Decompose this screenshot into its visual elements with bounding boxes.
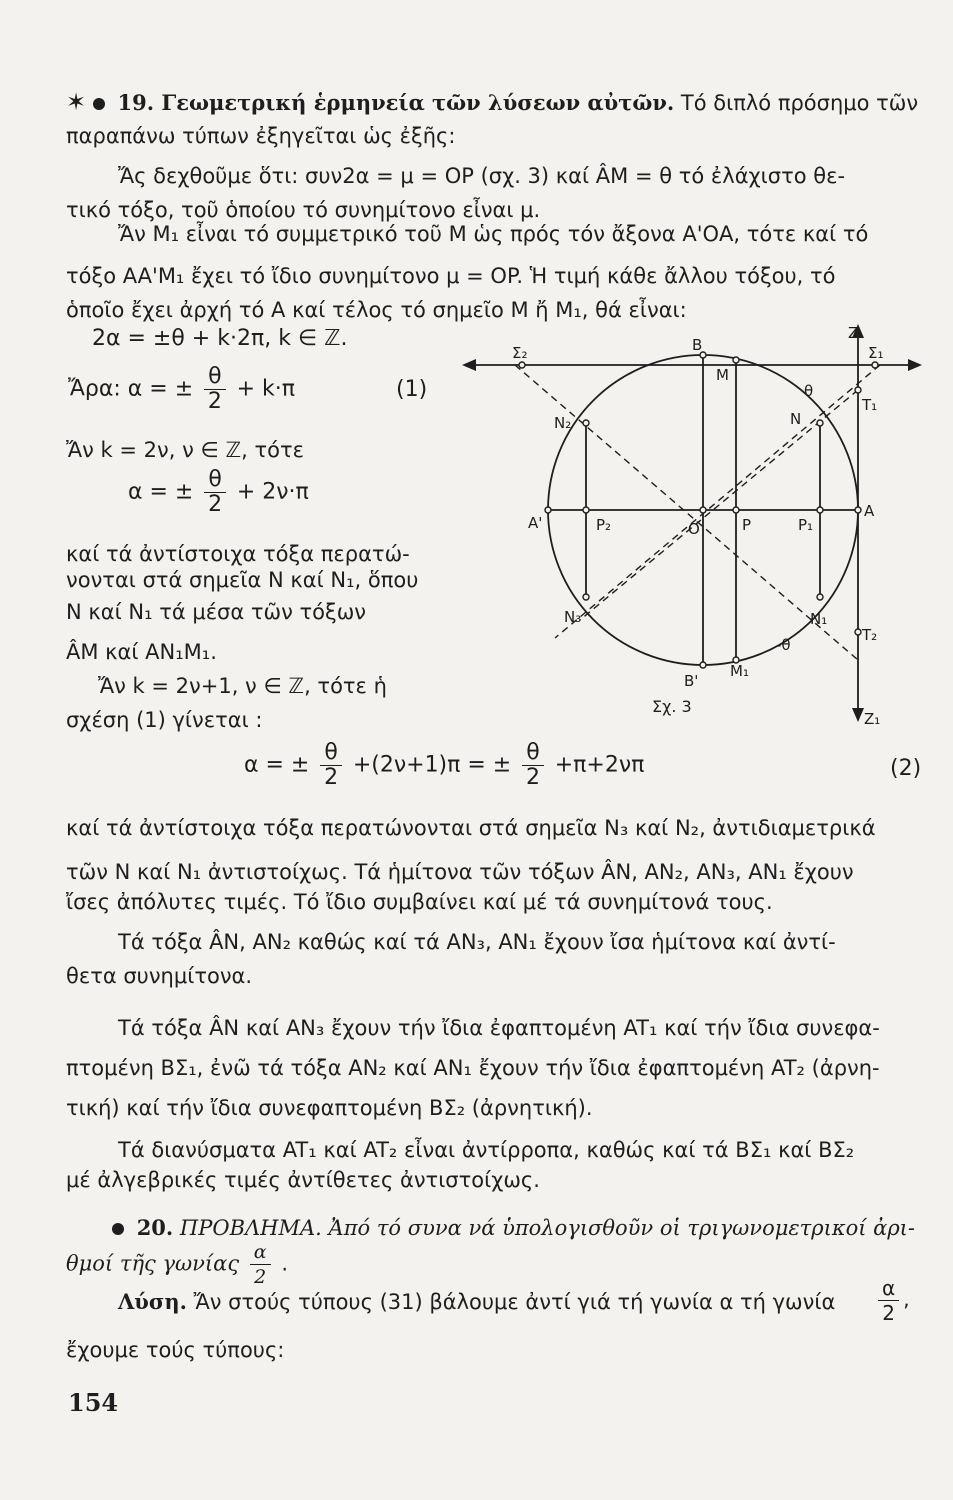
equation-2-number: (2) — [890, 756, 922, 781]
arrow-left-icon — [462, 359, 476, 371]
page-number: 154 — [68, 1388, 119, 1417]
point-N2 — [583, 420, 589, 426]
text-line: θετα συνημίτονα. — [66, 964, 253, 988]
arrow-down-icon — [852, 708, 864, 722]
eq-text: +π+2νπ — [554, 752, 645, 778]
label-N: N — [790, 410, 802, 428]
eq-text: +(2ν+1)π = ± — [352, 752, 512, 778]
text-line: ἔχουμε τούς τύπους: — [66, 1338, 285, 1362]
label-B: B — [692, 336, 703, 354]
section-20-heading-line — [112, 1214, 926, 1242]
point-A — [855, 507, 861, 513]
text-line: σχέση (1) γίνεται : — [66, 708, 263, 732]
text-line: ἴσες ἀπόλυτες τιμές. Τό ἴδιο συμβαίνει καί μέ τά συνημίτονά τους. — [66, 890, 773, 914]
label-A-prime: A' — [528, 514, 543, 532]
text-line: Τό διπλό πρόσημο τῶν — [680, 91, 919, 115]
solution-line — [118, 1288, 878, 1316]
label-N1: N₁ — [810, 610, 828, 628]
label-O: O — [688, 520, 700, 538]
section-20-title: ΠΡΟΒΛΗΜΑ. — [179, 1216, 322, 1240]
label-neg-theta: -θ — [776, 636, 791, 654]
numerator: θ — [522, 741, 543, 766]
text-line: καί τά ἀντίστοιχα τόξα περατώ- — [66, 542, 410, 566]
diagonal-T1 — [580, 390, 858, 620]
eq-text: α = ± — [128, 479, 194, 505]
fraction-theta-2 — [204, 468, 225, 517]
arrow-right-icon — [908, 359, 922, 371]
label-N3: N₃ — [564, 608, 582, 626]
denominator: 2 — [207, 389, 222, 414]
denominator: 2 — [525, 765, 540, 790]
point-N3 — [583, 594, 589, 600]
label-P2: P₂ — [596, 516, 612, 534]
label-S2: Σ₂ — [512, 344, 528, 362]
label-T1: T₁ — [862, 396, 878, 414]
bullet-icon — [93, 98, 105, 110]
fraction-theta-2 — [204, 365, 225, 414]
equation-1-number: (1) — [396, 377, 428, 402]
denominator: 2 — [882, 1301, 895, 1325]
section-20-text: Ἀπό τό συνα νά ὑπολογισθοῦν οἱ τριγωνομετρικοί ἀρι- — [328, 1216, 916, 1240]
point-M — [733, 357, 739, 363]
numerator: α — [878, 1276, 899, 1301]
equation-even — [128, 468, 309, 517]
numerator: α — [250, 1240, 271, 1265]
figure-caption: Σχ. 3 — [652, 697, 692, 716]
fraction-alpha-2 — [878, 1276, 899, 1325]
eq-text: + 2ν·π — [236, 479, 309, 505]
point-P1 — [817, 507, 823, 513]
label-Z: Z — [848, 324, 859, 342]
text-line: Ἄς δεχθοῦμε ὅτι: συν2α = μ = OP (σχ. 3) καί ÂM = θ τό ἐλάχιστο θε- — [118, 164, 846, 188]
numerator: θ — [204, 365, 225, 390]
eq-text: α = ± — [244, 752, 310, 778]
text-line: N καί N₁ τά μέσα τῶν τόξων — [66, 600, 367, 624]
denominator: 2 — [324, 765, 339, 790]
denominator: 2 — [208, 492, 223, 517]
label-Z1: Z₁ — [864, 710, 881, 728]
text-line: ÂM καί AN₁M₁. — [66, 640, 217, 664]
section-19-heading: 19. Γεωμετρική ἑρμηνεία τῶν λύσεων αὐτῶν. — [117, 90, 675, 115]
point-S1 — [872, 362, 878, 368]
text-line: νονται στά σημεῖα N καί N₁, ὅπου — [66, 568, 419, 592]
text-line: Ἄν k = 2ν, ν ∈ ℤ, τότε — [66, 438, 304, 462]
text-line: τική) καί τήν ἴδια συνεφαπτομένη BΣ₂ (ἀρνητική). — [66, 1096, 593, 1120]
label-S1: Σ₁ — [868, 344, 884, 362]
equation-1 — [68, 365, 295, 414]
denominator: 2 — [254, 1266, 267, 1288]
point-O — [700, 507, 706, 513]
label-N2: N₂ — [554, 414, 572, 432]
label-M: M — [716, 366, 729, 384]
point-A-prime — [545, 507, 551, 513]
text-line: καί τά ἀντίστοιχα τόξα περατώνονται στά σημεῖα N₃ καί N₂, ἀντιδιαμετρικά — [66, 816, 876, 840]
label-A: A — [864, 502, 875, 520]
label-M1: M₁ — [730, 662, 749, 680]
point-N1 — [817, 594, 823, 600]
numerator: θ — [320, 741, 341, 766]
fraction-alpha-2 — [250, 1240, 271, 1289]
point-B-prime — [700, 662, 706, 668]
section-20-line2: θμοί τῆς γωνίας $\frac{\alpha}{2}$ . — [66, 1241, 289, 1288]
label-theta: θ — [804, 382, 814, 400]
label-P1: P₁ — [798, 516, 814, 534]
star-icon: ✶ — [66, 88, 87, 116]
text-line: Ἄν M₁ εἶναι τό συμμετρικό τοῦ M ὡς πρός τόν ἄξονα Α'ΟΑ, τότε καί τό — [118, 222, 869, 246]
numerator: θ — [204, 468, 225, 493]
solution-fraction: $\frac{\alpha}{2}$ , — [874, 1276, 910, 1325]
point-T2 — [855, 629, 861, 635]
text-line: πτομένη BΣ₁, ἐνῶ τά τόξα AN₂ καί AN₁ ἔχουν τήν ἴδια ἐφαπτομένη AT₂ (ἀρνη- — [66, 1056, 880, 1080]
label-P: P — [742, 516, 752, 534]
text-line: τικό τόξο, τοῦ ὁποίου τό συνημίτονο εἶναι μ. — [66, 198, 541, 222]
eq-text: Ἄρα: α = ± — [68, 376, 194, 402]
text-line: Ἄν k = 2ν+1, ν ∈ ℤ, τότε ἡ — [98, 674, 387, 698]
text-line: παραπάνω τύπων ἐξηγεῖται ὡς ἐξῆς: — [66, 124, 456, 148]
point-N — [817, 420, 823, 426]
text-line: Τά τόξα ÂN, AN₂ καθώς καί τά AN₃, AN₁ ἔχουν ἴσα ἡμίτονα καί ἀντί- — [118, 930, 836, 954]
solution-label: Λύση. — [118, 1289, 187, 1314]
equation-2 — [244, 741, 644, 790]
solution-text: Ἄν στούς τύπους (31) βάλουμε ἀντί γιά τή γωνία α τή γωνία — [193, 1290, 836, 1314]
text-line: ὁποῖο ἔχει ἀρχή τό Α καί τέλος τό σημεῖο M ἤ M₁, θά εἶναι: — [66, 298, 687, 322]
point-P — [733, 507, 739, 513]
text-line: τόξο AA'M₁ ἔχει τό ἴδιο συνημίτονο μ = OP. Ἡ τιμή κάθε ἄλλου τόξου, τό — [66, 264, 836, 288]
fraction-theta-2 — [320, 741, 341, 790]
equation-2a: 2α = ±θ + k·2π, k ∈ ℤ. — [92, 326, 348, 351]
text-line: θμοί τῆς γωνίας — [66, 1251, 240, 1276]
figure-3-unit-circle — [460, 320, 930, 740]
text-line: μέ ἀλγεβρικές τιμές ἀντίθετες ἀντιστοίχως. — [66, 1168, 540, 1192]
label-T2: T₂ — [862, 626, 878, 644]
text-line: Τά διανύσματα AT₁ καί AT₂ εἶναι ἀντίρροπα, καθώς καί τά BΣ₁ καί BΣ₂ — [118, 1138, 855, 1162]
eq-text: + k·π — [236, 376, 296, 402]
text-line: Τά τόξα ÂN καί AN₃ ἔχουν τήν ἴδια ἐφαπτομένη AT₁ καί τήν ἴδια συνεφα- — [118, 1016, 880, 1040]
section-20-number: 20. — [136, 1215, 174, 1240]
text-line: τῶν N καί N₁ ἀντιστοίχως. Τά ἡμίτονα τῶν τόξων ÂN, AN₂, AN₃, AN₁ ἔχουν — [66, 860, 854, 884]
point-T1 — [855, 387, 861, 393]
section-19-heading-line — [66, 88, 926, 117]
point-S2 — [519, 362, 525, 368]
point-P2 — [583, 507, 589, 513]
bullet-icon — [112, 1223, 124, 1235]
fraction-theta-2 — [522, 741, 543, 790]
label-B-prime: B' — [684, 672, 699, 690]
